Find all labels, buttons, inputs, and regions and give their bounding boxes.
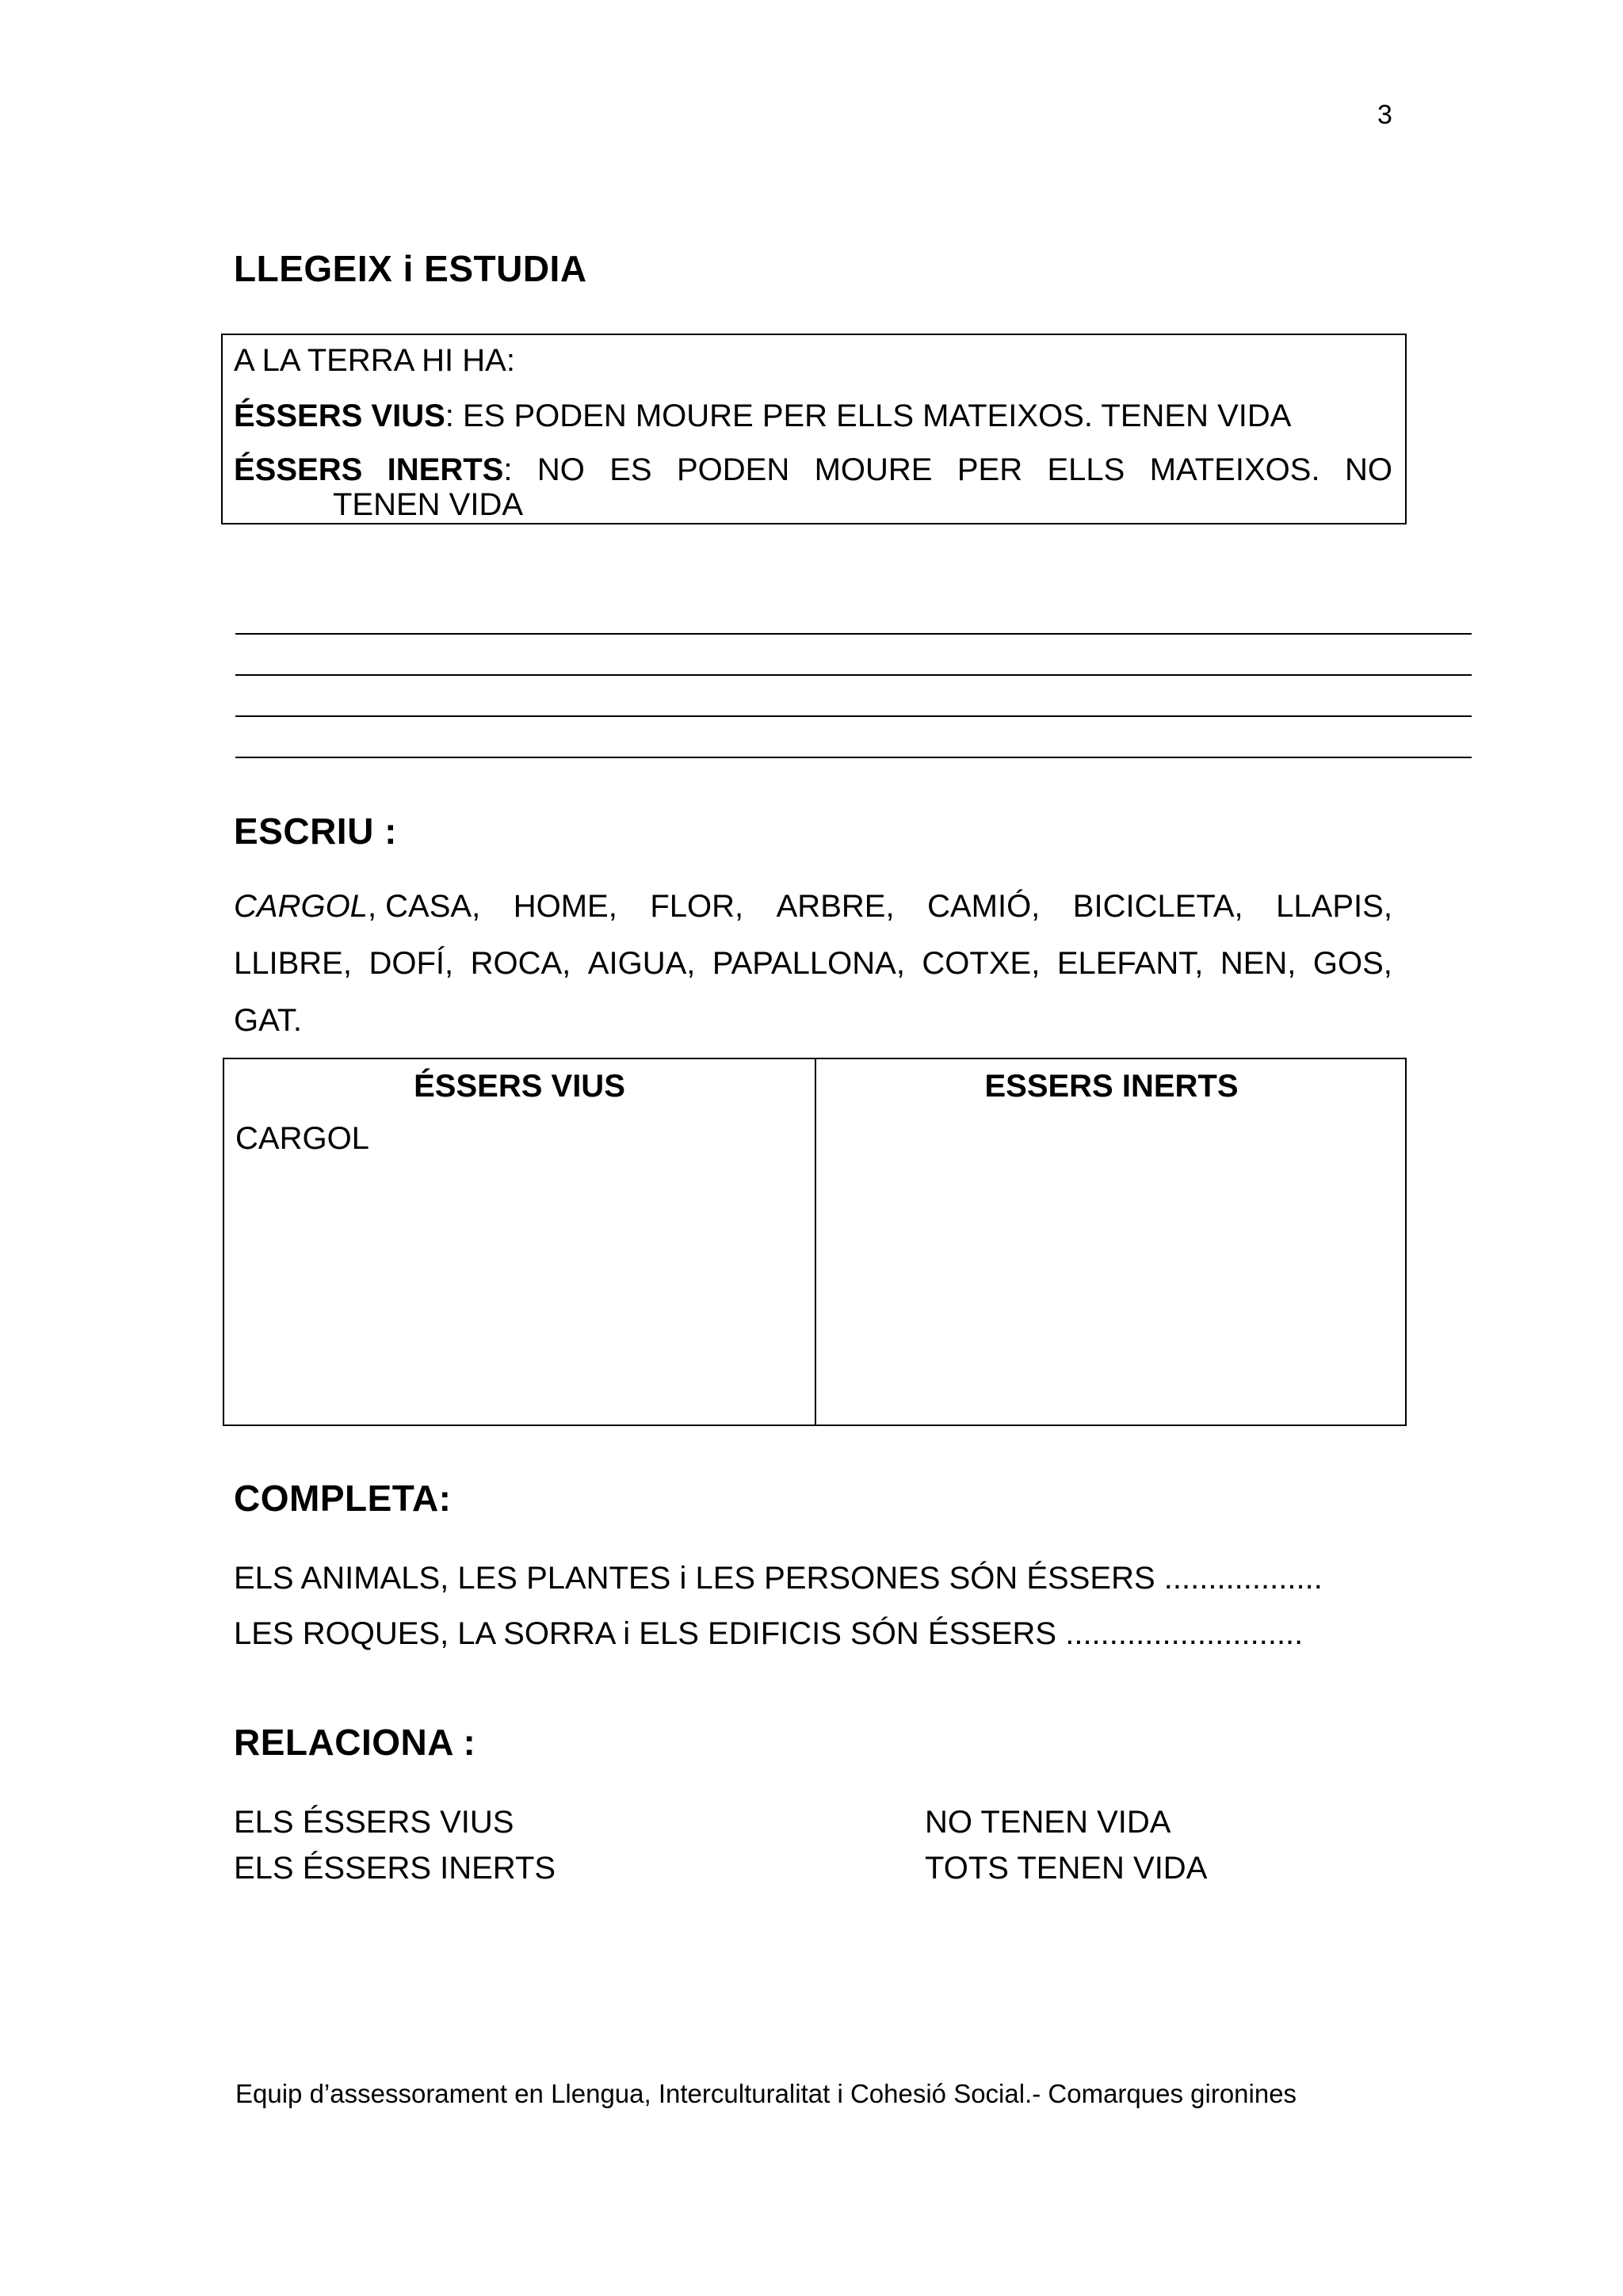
answer-cell-vius[interactable] (224, 1116, 815, 1425)
word: COTXE, (922, 946, 1041, 981)
writing-line[interactable] (235, 633, 1472, 635)
term-inerts-group (388, 452, 513, 488)
word: PAPALLONA, (712, 946, 905, 981)
match-left-1[interactable]: ELS ÉSSERS VIUS (234, 1805, 514, 1840)
word: ARBRE, (776, 889, 895, 924)
match-left-2[interactable]: ELS ÉSSERS INERTS (234, 1851, 556, 1886)
complete-line-1[interactable]: ELS ANIMALS, LES PLANTES i LES PERSONES SÓN ÉSSERS .................. (234, 1561, 1323, 1596)
word: , CASA, (367, 889, 481, 924)
word: FLOR, (650, 889, 744, 924)
heading-escriu: ESCRIU : (234, 810, 397, 852)
word-list-row-3: GAT. (234, 1003, 302, 1038)
classification-table (223, 1058, 1407, 1426)
word-group-1 (234, 889, 480, 925)
footer: Equip d’assessorament en Llengua, Interculturalitat i Cohesió Social.- Comarques gironines (235, 2079, 1297, 2108)
info-line-vius (234, 399, 1291, 434)
word: ROCA, (470, 946, 571, 981)
word-list-row-1 (234, 889, 1392, 925)
heading-relaciona: RELACIONA : (234, 1722, 476, 1763)
word: GOS, (1312, 946, 1392, 981)
word: HOME, (513, 889, 617, 924)
match-right-1[interactable]: NO TENEN VIDA (925, 1805, 1171, 1840)
heading-completa: COMPLETA: (234, 1478, 452, 1519)
page-number: 3 (1377, 100, 1392, 130)
writing-line[interactable] (235, 715, 1472, 717)
word: BICICLETA, (1072, 889, 1243, 924)
term-essers-vius: ÉSSERS VIUS (234, 399, 445, 433)
info-box (221, 334, 1407, 524)
word: ES (609, 452, 652, 487)
word: LLAPIS, (1276, 889, 1392, 924)
word-cargol: CARGOL (234, 889, 368, 924)
column-header-inerts: ESSERS INERTS (984, 1069, 1239, 1104)
word: AIGUA, (587, 946, 696, 981)
word: NO (537, 452, 585, 487)
word: : (503, 452, 513, 487)
word-list-row-2 (234, 946, 1392, 982)
word: LLIBRE, (234, 946, 352, 981)
word: DOFÍ, (369, 946, 454, 981)
word: CAMIÓ, (927, 889, 1041, 924)
info-line-inerts (234, 452, 1392, 488)
word: ELEFANT, (1056, 946, 1204, 981)
column-header-vius: ÉSSERS VIUS (414, 1069, 625, 1104)
word: MOURE (814, 452, 933, 487)
word: PODEN (676, 452, 790, 487)
word: MATEIXOS. (1149, 452, 1320, 487)
word: ELLS (1047, 452, 1125, 487)
match-right-2[interactable]: TOTS TENEN VIDA (925, 1851, 1208, 1886)
complete-line-2[interactable]: LES ROQUES, LA SORRA i ELS EDIFICIS SÓN ÉSSERS ........................... (234, 1616, 1304, 1651)
definition-vius: : ES PODEN MOURE PER ELLS MATEIXOS. TENEN VIDA (445, 399, 1292, 433)
writing-line[interactable] (235, 757, 1472, 758)
writing-line[interactable] (235, 674, 1472, 676)
word: NO (1344, 452, 1392, 487)
heading-llegeix: LLEGEIX i ESTUDIA (234, 248, 587, 289)
info-intro: A LA TERRA HI HA: (234, 343, 515, 378)
cell-entry-cargol: CARGOL (235, 1121, 369, 1156)
word: ÉSSERS (234, 452, 363, 487)
info-line-inerts-cont: TENEN VIDA (333, 487, 524, 522)
word: PER (957, 452, 1023, 487)
word: NEN, (1220, 946, 1296, 981)
word: INERTS (387, 452, 504, 487)
answer-cell-inerts[interactable] (816, 1116, 1405, 1425)
